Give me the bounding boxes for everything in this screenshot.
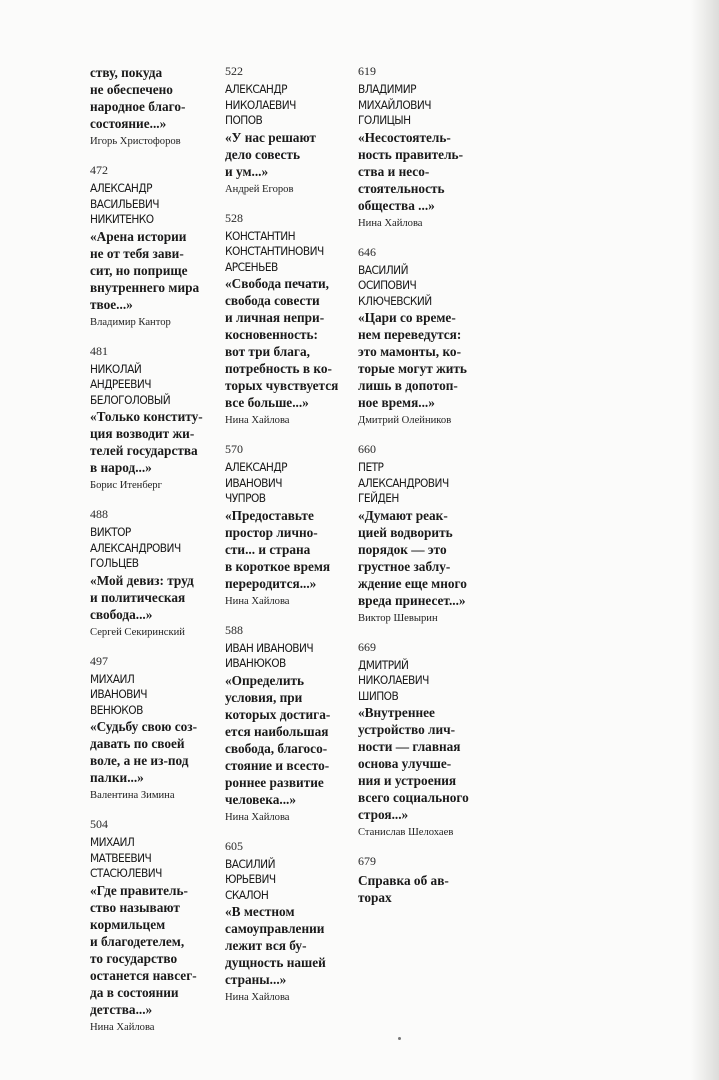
quote-line: «Мой девиз: труд [90, 572, 194, 588]
quote-line: «Внутреннее [358, 705, 435, 720]
toc-entry [225, 442, 355, 609]
toc-entry [225, 211, 355, 429]
person-name [90, 835, 225, 882]
essay-author: Борис Итенберг [90, 480, 162, 491]
page-number: 504 [90, 817, 108, 831]
quote-line: воле, а не из-под [90, 753, 189, 768]
name-line: ШИПОВ [358, 688, 399, 703]
name-line: ИВАНЮКОВ [225, 656, 286, 670]
page-number: 669 [358, 639, 376, 654]
quote [225, 672, 355, 808]
quote-line: «Определить [225, 672, 305, 688]
name-line: АЛЕКСАНДР [225, 460, 288, 474]
toc-entry [90, 817, 220, 1035]
quote-line: потребность в ко- [225, 361, 332, 376]
name-line: ВИКТОР [90, 525, 131, 539]
name-line: ВЛАДИМИР [358, 82, 416, 96]
essay-author: Владимир Кантор [90, 316, 171, 328]
name-line: МИХАИЛ [90, 671, 135, 686]
name-line: МИХАЙЛОВИЧ [358, 97, 432, 112]
person-name [90, 362, 225, 409]
quote-line: «Только конститу- [90, 409, 203, 424]
name-line: АРСЕНЬЕВ [225, 259, 278, 274]
quote-line: самоуправлении [225, 921, 325, 936]
name-line: ВАСИЛИЙ [358, 262, 408, 277]
quote-line: «Судьбу свою соз- [90, 719, 198, 734]
quote-line: «Арена истории [90, 228, 187, 244]
name-line: ОСИПОВИЧ [358, 278, 417, 292]
quote-line: «У нас решают [225, 129, 316, 145]
quote-line: в народ...» [90, 460, 152, 475]
toc-entry [358, 64, 488, 231]
essay-author: Станислав Шелохаев [358, 827, 454, 838]
toc-entry [225, 64, 355, 197]
quote-line: грустное заблу- [358, 558, 451, 574]
quote-line: и политическая [90, 589, 186, 605]
toc-entry [225, 623, 355, 825]
quote [358, 507, 488, 609]
quote-line: общества ...» [358, 197, 435, 213]
name-line: АЛЕКСАНДРОВИЧ [358, 475, 449, 490]
toc-entry [225, 839, 355, 1006]
quote-line: «В местном [225, 904, 295, 919]
name-line: ИВАНОВИЧ [225, 475, 283, 490]
toc-entry [90, 507, 220, 640]
toc-entry [358, 442, 488, 626]
quote-line: состояние...» [90, 116, 167, 131]
quote-line: свобода, благосо- [225, 740, 328, 756]
quote-line: «Свобода печати, [225, 276, 329, 291]
name-line: АЛЕКСАНДРОВИЧ [90, 540, 181, 555]
page-number: 472 [90, 163, 108, 177]
quote-line: не обеспечено [90, 82, 173, 97]
quote [225, 903, 355, 988]
essay-author: Нина Хайлова [225, 415, 290, 426]
toc-entry [358, 245, 488, 429]
quote-line: ния и устроения [358, 773, 457, 788]
quote-line: «Где правитель- [90, 882, 188, 898]
name-line: КОНСТАНТИНОВИЧ [225, 244, 324, 258]
person-name [358, 82, 493, 129]
quote-line: ность правитель- [358, 146, 463, 162]
quote-line: свобода совести [225, 293, 320, 308]
toc-entry [358, 854, 488, 906]
quote-line: человека...» [225, 791, 296, 807]
quote-line: ция возводит жи- [90, 426, 195, 441]
quote-line: «Предоставьте [225, 507, 314, 523]
name-line: ЧУПРОВ [225, 491, 266, 505]
quote-line: лишь в допотоп- [358, 378, 458, 393]
page-number: 619 [358, 64, 376, 78]
name-line: АЛЕКСАНДР [90, 181, 153, 195]
quote-line: это мамонты, ко- [358, 344, 462, 359]
person-name [90, 181, 225, 228]
name-line: ВЕНЮКОВ [90, 702, 143, 717]
toc-entry [90, 654, 220, 804]
essay-author: Нина Хайлова [225, 595, 290, 607]
person-name [358, 460, 493, 507]
name-line: НИКОЛАЕВИЧ [225, 97, 296, 112]
name-line: ДМИТРИЙ [358, 657, 409, 672]
quote-line: и ум...» [225, 163, 269, 179]
quote-line: давать по своей [90, 736, 185, 751]
name-line: ГОЛЬЦЕВ [90, 556, 139, 570]
essay-author: Виктор Шевырин [358, 612, 438, 624]
essay-author: Валентина Зимина [90, 790, 175, 801]
quote-line: ности — главная [358, 739, 461, 754]
person-name [225, 460, 360, 507]
quote-line: строя...» [358, 807, 409, 822]
quote-line: не от тебя зави- [90, 245, 184, 261]
quote-line: да в состоянии [90, 984, 179, 1000]
name-line: ПЕТР [358, 460, 384, 474]
quote-line: и личная непри- [225, 310, 325, 325]
quote-line: ется наибольшая [225, 723, 329, 739]
person-name [90, 525, 225, 572]
name-line: ГОЛИЦЫН [358, 113, 411, 127]
quote-line: нем переведутся: [358, 327, 462, 342]
page-number: 570 [225, 442, 243, 456]
quote-line: торах [358, 890, 392, 905]
page-number: 588 [225, 622, 243, 637]
name-line: МИХАИЛ [90, 835, 135, 849]
quote-line: останется навсег- [90, 967, 197, 983]
quote-line: порядок — это [358, 541, 447, 557]
quote-line: всего социального [358, 790, 469, 805]
quote-line: сти... и страна [225, 541, 311, 557]
quote-line: телей государства [90, 443, 198, 458]
quote-line: роннее развитие [225, 774, 324, 790]
person-name [225, 82, 360, 129]
quote [225, 129, 355, 180]
essay-author: Андрей Егоров [225, 183, 294, 195]
quote [90, 408, 220, 476]
quote-line: детства...» [90, 1001, 153, 1017]
quote-line: вреда принесет...» [358, 592, 466, 608]
name-line: ЮРЬЕВИЧ [225, 872, 276, 886]
person-name [225, 229, 360, 276]
quote-line: стояние и всесто- [225, 757, 330, 773]
quote [358, 872, 488, 906]
quote-line: стоятельность [358, 180, 445, 196]
page-number: 679 [358, 854, 376, 868]
quote-line: цией водворить [358, 524, 453, 540]
quote-line: и благодетелем, [90, 933, 185, 949]
quote-line: сит, но поприще [90, 262, 188, 278]
quote [358, 129, 488, 214]
name-line: ИВАНОВИЧ [90, 687, 148, 701]
person-name [358, 658, 493, 705]
page-number: 488 [90, 507, 108, 521]
quote [358, 309, 488, 411]
quote-line: все больше...» [225, 395, 309, 410]
person-name [358, 263, 493, 310]
page-number: 497 [90, 653, 108, 668]
name-line: БЕЛОГОЛОВЫЙ [90, 392, 171, 407]
quote [90, 228, 220, 313]
quote [90, 64, 220, 132]
quote-line: условия, при [225, 689, 303, 705]
page-number: 605 [225, 838, 243, 853]
essay-author: Нина Хайлова [90, 1021, 155, 1033]
quote [225, 507, 355, 592]
print-speck [398, 1037, 401, 1040]
page-edge-shadow [691, 0, 719, 1080]
quote-line: простор лично- [225, 524, 318, 540]
essay-author: Сергей Секиринский [90, 626, 185, 638]
toc-entry [90, 163, 220, 330]
quote-line: лежит вся бу- [225, 938, 307, 953]
quote-line: косновенность: [225, 327, 318, 342]
name-line: ВАСИЛЬЕВИЧ [90, 196, 159, 211]
name-line: НИКОЛАЕВИЧ [358, 673, 429, 687]
quote-line: которых достига- [225, 706, 331, 722]
toc-entry [90, 64, 220, 149]
quote-line: торые могут жить [358, 361, 467, 376]
toc-entry [358, 640, 488, 841]
quote-line: устройство лич- [358, 722, 456, 737]
page-number: 660 [358, 442, 376, 456]
quote-line: внутреннего мира [90, 279, 200, 295]
essay-author: Дмитрий Олейников [358, 415, 452, 426]
essay-author: Нина Хайлова [358, 217, 423, 229]
page-number: 646 [358, 244, 376, 259]
quote [90, 882, 220, 1018]
quote-line: основа улучше- [358, 756, 452, 771]
quote-line: вот три блага, [225, 344, 310, 359]
quote [90, 572, 220, 623]
quote-line: палки...» [90, 770, 144, 785]
quote-line: ству, покуда [90, 65, 163, 80]
quote-line: в короткое время [225, 558, 331, 574]
quote-line: ное время...» [358, 395, 435, 410]
quote [90, 718, 220, 786]
name-line: КЛЮЧЕВСКИЙ [358, 293, 432, 308]
quote-line: страны...» [225, 972, 287, 987]
name-line: ГЕЙДЕН [358, 491, 399, 505]
essay-author: Игорь Христофоров [90, 136, 181, 147]
essay-author: Нина Хайлова [225, 811, 290, 823]
toc-column-3 [358, 64, 488, 920]
name-line: АНДРЕЕВИЧ [90, 377, 152, 391]
name-line: НИКОЛАЙ [90, 361, 142, 376]
name-line: АЛЕКСАНДР [225, 82, 288, 96]
quote-line: торых чувствуется [225, 378, 339, 393]
name-line: СКАЛОН [225, 887, 269, 902]
quote-line: твое...» [90, 296, 133, 312]
name-line: МАТВЕЕВИЧ [90, 850, 152, 865]
quote-line: ство называют [90, 899, 180, 915]
name-line: ПОПОВ [225, 113, 263, 127]
quote [225, 275, 355, 411]
quote-line: кормильцем [90, 916, 166, 932]
toc-column-2 [225, 64, 355, 1019]
page-number: 528 [225, 210, 243, 225]
quote-line: «Думают реак- [358, 507, 448, 523]
quote-line: свобода...» [90, 606, 153, 622]
page-number: 522 [225, 64, 243, 78]
person-name [225, 641, 360, 672]
toc-entry [90, 344, 220, 494]
quote-line: дело совесть [225, 146, 300, 162]
name-line: ИВАН ИВАНОВИЧ [225, 640, 314, 655]
name-line: КОНСТАНТИН [225, 228, 296, 243]
person-name [90, 672, 225, 719]
quote [358, 704, 488, 823]
quote-line: дущность нашей [225, 955, 326, 970]
quote-line: ства и несо- [358, 163, 430, 179]
quote-line: Справка об ав- [358, 873, 449, 888]
essay-author: Нина Хайлова [225, 992, 290, 1003]
quote-line: народное благо- [90, 99, 186, 114]
name-line: ВАСИЛИЙ [225, 856, 275, 871]
quote-line: «Цари со време- [358, 310, 456, 325]
quote-line: «Несостоятель- [358, 129, 451, 145]
name-line: СТАСЮЛЕВИЧ [90, 866, 162, 880]
person-name [225, 857, 360, 904]
quote-line: переродится...» [225, 575, 317, 591]
page-number: 481 [90, 343, 108, 358]
quote-line: ждение еще много [358, 575, 467, 591]
name-line: НИКИТЕНКО [90, 212, 154, 226]
quote-line: то государство [90, 950, 178, 966]
toc-column-1 [90, 64, 220, 1049]
